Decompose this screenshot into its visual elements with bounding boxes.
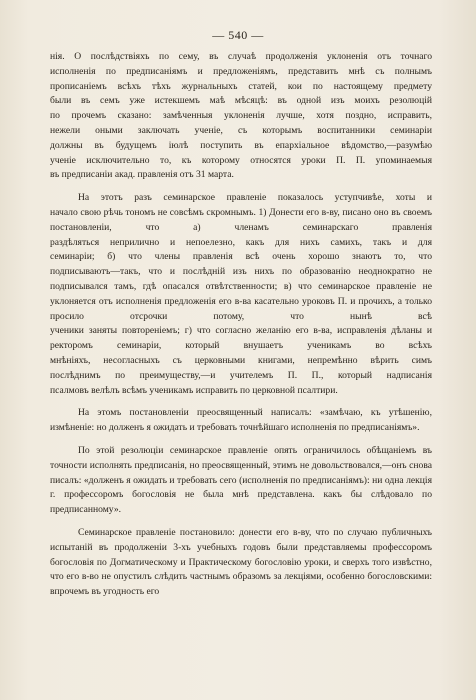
text-line: были въ семъ уже истекшемъ маѣ мѣсяцѣ: въ одной изъ моихъ резолюцій: [50, 95, 432, 107]
paragraph-5: [50, 526, 432, 600]
text-line: должны въ будущемъ іюлѣ поступить въ епархіальное вѣдомство,—разумѣю: [50, 139, 432, 151]
body-text: [50, 50, 432, 600]
text-line: въ предписаніи акад. правленія отъ 31 марта.: [50, 169, 234, 181]
text-line: псалмовъ велѣлъ всѣмъ ученикамъ исправить по церковной псалтири.: [50, 384, 338, 396]
text-line: прописаніемъ всѣхъ тѣхъ журнальныхъ статей, кои по настоящему предмету: [50, 80, 432, 92]
text-line: ученики заняты повтореніемъ; г) что согласно желанію его в-ва, исправленія дѣланы и ректоромъ семинаріи, который внушаетъ ученикамъ во всѣхъ: [50, 325, 432, 352]
text-line: начало свою рѣчь тономъ не совсѣмъ скромнымъ. 1) Донести его в-ву, писано оно въ своемъ постановленіи, что а) членамъ семинарскаго правленія: [50, 206, 432, 233]
text-line: На этомъ постановленіи преосвященный написалъ: «замѣчаю, къ утѣшенію, измѣненіе: но долженъ я ожидать и требовать точнѣйшаго исполненія по предписаніямъ».: [50, 407, 432, 434]
text-line: по прочемъ сказано: замѣченныя уклоненія лучше, хотя поздно, исправить,: [50, 110, 432, 122]
text-line: По этой резолюціи семинарское правленіе опять ограничилось обѣщаніемъ въ точности исполнять предписанія, но преосвященный, этимъ не довольствовался,—онъ снова писалъ: «долженъ я ожидать и требовать сего (исполненія по предписаніямъ): ни одна лекція г. профессоромъ богословія не была мнѣ представлена. какъ бы слѣдовало по предписанному».: [50, 444, 432, 516]
text-line: исполненія по предписаніямъ и предложеніямъ, представить мнѣ съ полнымъ: [50, 65, 432, 77]
text-line: семинаріи; б) что члены правленія всѣ очень хорошо знаютъ то, что: [50, 251, 432, 263]
text-line: На этотъ разъ семинарское правленіе показалось уступчивѣе, хоты и: [78, 192, 432, 204]
paragraph-2: [50, 191, 432, 398]
paragraph-3: [50, 406, 432, 436]
text-line: подписываютъ—такъ, что и послѣдній изъ нихъ по образованію неоднократно не подписывался тамъ, гдѣ опасался отвѣтственности; в) что семинарское правленіе не уклоняется отъ исполненія предложенія его в-ва касательно уроковъ П. и прочихъ, а только просило отсрочки потому, что нынѣ всѣ: [50, 266, 432, 322]
text-line: нія. О послѣдствіяхъ по сему, въ случаѣ продолженія уклоненія отъ точнаго: [50, 51, 432, 62]
text-line: нежели оными заключать ученіе, съ которымъ воспитанники семинаріи: [50, 124, 432, 136]
page-number: — 540 —: [212, 28, 264, 42]
text-line: Семинарское правленіе постановило: донести его в-ву, что по случаю публичныхъ испытаній въ продолженіи 3-хъ учебныхъ годовъ были представляемы профессоромъ богословія по Догматическому и Практическому богословію уроки, и сверхъ того извѣстно, что его в-во не опустилъ слѣдить частнымъ образомъ за лекціями, особенно богословскими: впрочемъ въ угодность его: [50, 526, 432, 598]
text-line: мнѣніяхъ, несогласныхъ съ церковными книгами, непремѣнно вѣрить симъ: [50, 354, 432, 366]
text-line: раздѣляться неприлично и непоелезно, какъ для нихъ самихъ, такъ и для: [50, 236, 432, 248]
paragraph-1: [50, 50, 432, 183]
text-line: ученіе исключительно то, къ которому относятся уроки П. П. упоминаемыя: [50, 154, 432, 166]
paragraph-4: [50, 444, 432, 518]
text-line: послѣднимъ по преимуществу,—и учителемъ П. П., который надписанія: [50, 369, 432, 381]
